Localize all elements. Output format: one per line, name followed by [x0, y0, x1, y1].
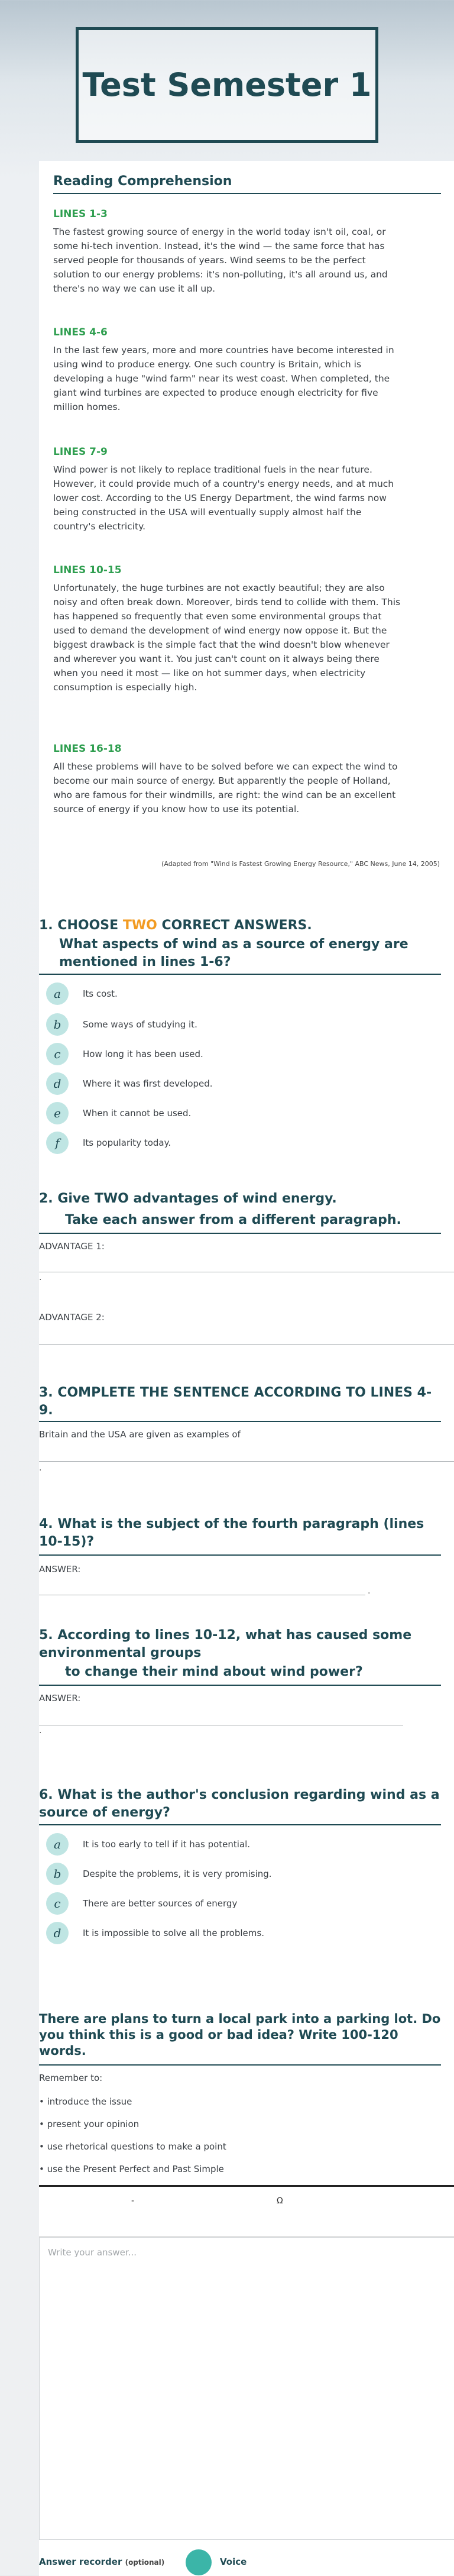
writing-answer-input[interactable]	[40, 2238, 454, 2539]
question-1-title: 1. CHOOSE TWO CORRECT ANSWERS.	[39, 918, 312, 933]
section-paragraph: Wind power is not likely to replace traditional fuels in the near future. However, it could provide much of a country's energy needs, and at much lower cost. According to the US Energy Department, the wind farms now being constructed in the USA will eventually supply almost half the country's electricity.	[53, 464, 394, 532]
question-divider	[39, 1685, 441, 1686]
toolbar-dash-button[interactable]: -	[131, 2196, 135, 2206]
question-3-prompt: Britain and the USA are given as examples of	[39, 1429, 241, 1440]
record-button[interactable]	[186, 2549, 212, 2575]
toolbar-special-char-button[interactable]: Ω	[277, 2196, 283, 2206]
question-divider	[39, 1554, 441, 1556]
section-label: LINES 1-3	[53, 208, 108, 220]
option-letter: e	[46, 1102, 69, 1124]
option-f[interactable]	[46, 1131, 171, 1155]
advantage-1-label: ADVANTAGE 1:	[39, 1241, 105, 1252]
editor-toolbar	[39, 2185, 454, 2237]
answer-label: ANSWER:	[39, 1693, 81, 1704]
option-letter: d	[46, 1072, 69, 1095]
option-letter: d	[46, 1922, 69, 1944]
option-a[interactable]	[46, 1832, 250, 1856]
remember-item: • introduce the issue	[39, 2096, 132, 2107]
voice-label: Voice	[220, 2556, 247, 2567]
option-letter: b	[46, 1013, 69, 1036]
question-3-title: 3. COMPLETE THE SENTENCE ACCORDING TO LINES 4-9.	[39, 1385, 432, 1418]
option-d[interactable]	[46, 1072, 213, 1095]
question-divider	[39, 1421, 441, 1422]
remember-item: • use the Present Perfect and Past Simple	[39, 2164, 224, 2174]
option-text: How long it has been used.	[83, 1049, 203, 1059]
option-letter: b	[46, 1863, 69, 1885]
option-text: It is impossible to solve all the problems.	[83, 1928, 264, 1938]
title-box	[76, 27, 378, 143]
worksheet	[39, 161, 454, 2576]
writing-divider	[39, 2064, 441, 2066]
option-letter: c	[46, 1043, 69, 1065]
option-d[interactable]	[46, 1921, 264, 1945]
remember-heading: Remember to:	[39, 2073, 103, 2083]
option-c[interactable]	[46, 1892, 237, 1915]
option-letter: f	[46, 1132, 69, 1154]
question-divider	[39, 974, 441, 975]
question-3-input[interactable]	[39, 1461, 454, 1462]
page-title: Test Semester 1	[82, 66, 372, 104]
question-2-title: 2. Give TWO advantages of wind energy.	[39, 1191, 337, 1206]
option-b[interactable]	[46, 1013, 197, 1036]
option-letter: a	[46, 982, 69, 1005]
section-paragraph: All these problems will have to be solved before we can expect the wind to become our main source of energy. But apparently the people of Holland, who are famous for their windmills, are right: the wind can be an excellent source of energy if you know how to use its potential.	[53, 761, 398, 815]
line-end-dot: .	[39, 1726, 42, 1735]
source-citation: (Adapted from "Wind is Fastest Growing Energy Resource," ABC News, June 14, 2005)	[161, 860, 440, 868]
advantage-2-label: ADVANTAGE 2:	[39, 1312, 105, 1323]
reading-heading: Reading Comprehension	[53, 174, 232, 189]
remember-item: • present your opinion	[39, 2119, 140, 2129]
line-end-dot: .	[39, 1273, 42, 1282]
answer-recorder-label: Answer recorder (optional)	[39, 2556, 165, 2567]
question-divider	[39, 1233, 441, 1234]
option-text: Where it was first developed.	[83, 1078, 213, 1089]
option-a[interactable]	[46, 982, 118, 1006]
section-paragraph: In the last few years, more and more countries have become interested in using wind to produce energy. One such country is Britain, which is developing a huge "wind farm" near its west coast. When completed, the giant wind turbines are expected to produce enough electricity for five million homes.	[53, 345, 394, 412]
option-text: There are better sources of energy	[83, 1898, 238, 1909]
option-text: It is too early to tell if it has potential.	[83, 1839, 251, 1850]
option-c[interactable]	[46, 1042, 203, 1066]
answer-box	[39, 2237, 454, 2540]
line-end-dot: .	[368, 1586, 371, 1596]
option-text: Its popularity today.	[83, 1137, 171, 1148]
section-label: LINES 7-9	[53, 446, 108, 458]
section-paragraph: The fastest growing source of energy in the world today isn't oil, coal, or some hi-tech invention. Instead, it's the wind — the same force that has served people for thousands of years. Wind seems to be the perfect solution to our energy problems: it's non-polluting, it's all around us, and there's no way we can use it all up.	[53, 227, 388, 294]
option-text: Despite the problems, it is very promising.	[83, 1869, 272, 1879]
question-5-subtitle: to change their mind about wind power?	[65, 1664, 363, 1679]
question-divider	[39, 1824, 441, 1825]
question-2-subtitle: Take each answer from a different paragraph.	[65, 1213, 401, 1227]
section-label: LINES 4-6	[53, 327, 108, 338]
answer-label: ANSWER:	[39, 1564, 81, 1575]
option-letter: a	[46, 1833, 69, 1856]
question-4-title: 4. What is the subject of the fourth paragraph (lines 10-15)?	[39, 1517, 424, 1549]
option-text: When it cannot be used.	[83, 1108, 192, 1119]
reading-divider	[53, 193, 441, 194]
option-text: Its cost.	[83, 988, 118, 999]
option-letter: c	[46, 1892, 69, 1915]
writing-task-title: There are plans to turn a local park into a parking lot. Do you think this is a good or bad idea? Write 100-120 words.	[39, 2012, 441, 2058]
option-text: Some ways of studying it.	[83, 1019, 197, 1030]
option-b[interactable]	[46, 1862, 272, 1886]
line-end-dot: .	[39, 1463, 42, 1473]
question-5-title: 5. According to lines 10-12, what has caused some environmental groups	[39, 1628, 412, 1660]
remember-item: • use rhetorical questions to make a point	[39, 2141, 226, 2152]
section-paragraph: Unfortunately, the huge turbines are not exactly beautiful; they are also noisy and often break down. Moreover, birds tend to collide with them. This has happened so frequently that even some environmental groups that used to demand the development of wind energy now oppose it. But the biggest drawback is the simple fact that the wind doesn't blow whenever and wherever you want it. You just can't count on it always being there when you need it most — like on hot summer days, when electricity consumption is especially high.	[53, 583, 401, 693]
question-1-subtitle: What aspects of wind as a source of energy are mentioned in lines 1-6?	[59, 937, 408, 969]
section-label: LINES 16-18	[53, 743, 122, 755]
question-6-title: 6. What is the author's conclusion regarding wind as a source of energy?	[39, 1788, 440, 1820]
option-e[interactable]	[46, 1101, 191, 1125]
section-label: LINES 10-15	[53, 564, 122, 576]
